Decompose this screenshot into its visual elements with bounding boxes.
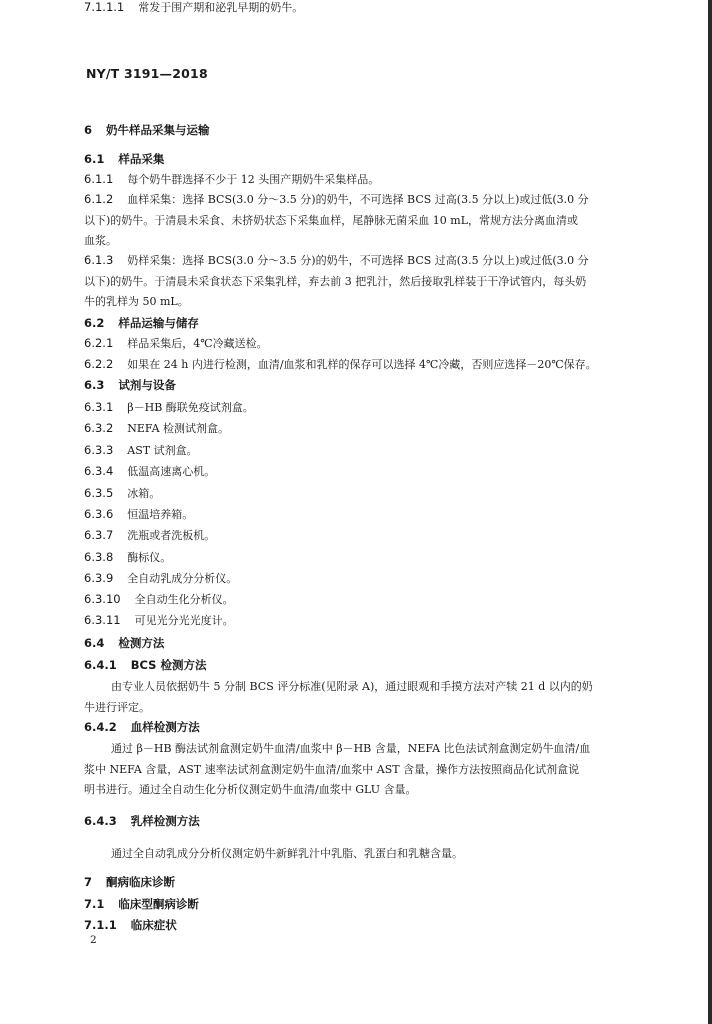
heading-text: 检测方法	[118, 636, 165, 650]
clause-number: 6.3.8	[84, 550, 114, 564]
clause-text: 恒温培养箱。	[127, 508, 194, 521]
section-heading	[84, 378, 176, 393]
clause-line	[84, 528, 215, 543]
clause-number: 6.2.2	[84, 357, 114, 371]
clause-line	[84, 464, 215, 479]
heading-text: 样品运输与储存	[118, 316, 199, 330]
clause-line	[84, 253, 589, 268]
clause-line	[84, 357, 597, 372]
clause-number: 6.3.10	[84, 592, 121, 606]
clause-number: 7	[84, 875, 93, 889]
heading-text: 临床型酮病诊断	[118, 897, 199, 911]
clause-line	[84, 507, 193, 522]
page-edge	[708, 0, 712, 1024]
clause-line	[84, 336, 268, 351]
clause-number: 6.3.7	[84, 528, 114, 542]
clause-number: 6.3.2	[84, 421, 114, 435]
paragraph-line: 牛的乳样为 50 mL。	[84, 295, 189, 308]
clause-text: 样品采集后，4℃冷藏送检。	[127, 337, 268, 350]
section-heading	[84, 918, 177, 933]
heading-text: 临床症状	[130, 918, 177, 932]
clause-number: 6.3.5	[84, 486, 114, 500]
section-heading	[84, 720, 200, 735]
clause-number: 6.3.9	[84, 571, 114, 585]
clause-number: 6.1.2	[84, 192, 114, 206]
heading-text: 样品采集	[118, 152, 165, 166]
clause-text: 常发于围产期和泌乳早期的奶牛。	[138, 1, 304, 14]
clause-text: NEFA 检测试剂盒。	[127, 422, 230, 435]
paragraph-line: 以下)的奶牛。于清晨未采食、未挤奶状态下采集血样，尾静脉无菌采血 10 mL，常规方法分离血清或	[84, 214, 579, 227]
clause-text: 低温高速离心机。	[127, 465, 216, 478]
clause-number: 6.4.1	[84, 658, 117, 672]
clause-text: 洗瓶或者洗板机。	[127, 529, 216, 542]
clause-number: 6.1	[84, 152, 105, 166]
clause-text: 血样采集：选择 BCS(3.0 分～3.5 分)的奶牛，不可选择 BCS 过高(3.5 分以上)或过低(3.0 分	[127, 193, 589, 206]
clause-line	[84, 443, 198, 458]
clause-text: 全自动生化分析仪。	[134, 593, 234, 606]
section-heading	[84, 123, 210, 138]
heading-text: 酮病临床诊断	[106, 875, 176, 889]
paragraph-line: 通过 β－HB 酶法试剂盒测定奶牛血清/血浆中 β－HB 含量，NEFA 比色法试剂盒测定奶牛血清/血	[111, 742, 591, 755]
clause-line	[84, 400, 254, 415]
clause-text: 如果在 24 h 内进行检测，血清/血浆和乳样的保存可以选择 4℃冷藏，否则应选择－20℃保存。	[127, 358, 597, 371]
clause-line	[84, 172, 379, 187]
clause-number: 6.4.2	[84, 720, 117, 734]
section-heading	[84, 636, 164, 651]
clause-line	[84, 486, 160, 501]
clause-number: 6.4	[84, 636, 105, 650]
paragraph-line: 通过全自动乳成分分析仪测定奶牛新鲜乳汁中乳脂、乳蛋白和乳糖含量。	[111, 847, 463, 860]
clause-text: 酶标仪。	[127, 551, 172, 564]
clause-number: 6.1.1	[84, 172, 114, 186]
clause-text: 可见光分光光度计。	[134, 614, 234, 627]
clause-text: 每个奶牛群选择不少于 12 头围产期奶牛采集样品。	[127, 173, 380, 186]
section-heading	[84, 897, 199, 912]
clause-number: 6.2.1	[84, 336, 114, 350]
clause-text: 奶样采集：选择 BCS(3.0 分～3.5 分)的奶牛，不可选择 BCS 过高(3.5 分以上)或过低(3.0 分	[127, 254, 589, 267]
clause-number: 6.3.11	[84, 613, 121, 627]
clause-number: 7.1.1	[84, 918, 117, 932]
heading-text: BCS 检测方法	[130, 658, 207, 672]
document-header: NY/T 3191—2018	[86, 66, 208, 81]
clause-number: 6.3	[84, 378, 105, 392]
paragraph-line: 浆中 NEFA 含量，AST 速率法试剂盒测定奶牛血清/血浆中 AST 含量，操作方法按照商品化试剂盒说	[84, 763, 580, 776]
clause-number: 7.1.1.1	[84, 0, 125, 14]
paragraph-line: 牛进行评定。	[84, 701, 150, 714]
paragraph-line: 血浆。	[84, 234, 117, 247]
heading-text: 试剂与设备	[118, 378, 176, 392]
clause-line	[84, 550, 171, 565]
clause-number: 6	[84, 123, 93, 137]
section-heading	[84, 316, 199, 331]
clause-line	[84, 192, 589, 207]
clause-number: 6.3.3	[84, 443, 114, 457]
section-heading	[84, 814, 200, 829]
heading-text: 血样检测方法	[130, 720, 200, 734]
clause-line	[84, 613, 234, 628]
clause-number: 6.1.3	[84, 253, 114, 267]
clause-number: 6.3.1	[84, 400, 114, 414]
paragraph-line: 以下)的奶牛。于清晨未采食状态下采集乳样，弃去前 3 把乳汁，然后接取乳样装于干净试管内，每头奶	[84, 275, 587, 288]
clause-number: 6.2	[84, 316, 105, 330]
clause-number: 6.3.4	[84, 464, 114, 478]
clause-number: 6.3.6	[84, 507, 114, 521]
clause-text: AST 试剂盒。	[127, 444, 198, 457]
section-heading	[84, 658, 206, 673]
clause-number: 6.4.3	[84, 814, 117, 828]
page-number: 2	[90, 934, 97, 946]
paragraph-line: 由专业人员依据奶牛 5 分制 BCS 评分标准(见附录 A)，通过眼观和手摸方法对产犊 21 d 以内的奶	[111, 680, 593, 693]
clause-line	[84, 592, 234, 607]
clause-text: 冰箱。	[127, 487, 161, 500]
clause-line	[84, 0, 303, 15]
paragraph-line: 明书进行。通过全自动生化分析仪测定奶牛血清/血浆中 GLU 含量。	[84, 783, 417, 796]
heading-text: 乳样检测方法	[130, 814, 200, 828]
section-heading	[84, 875, 175, 890]
clause-text: β－HB 酶联免疫试剂盒。	[127, 401, 254, 414]
clause-text: 全自动乳成分分析仪。	[127, 572, 238, 585]
section-heading	[84, 152, 164, 167]
clause-number: 7.1	[84, 897, 105, 911]
clause-line	[84, 571, 237, 586]
clause-line	[84, 421, 229, 436]
heading-text: 奶牛样品采集与运输	[106, 123, 210, 137]
